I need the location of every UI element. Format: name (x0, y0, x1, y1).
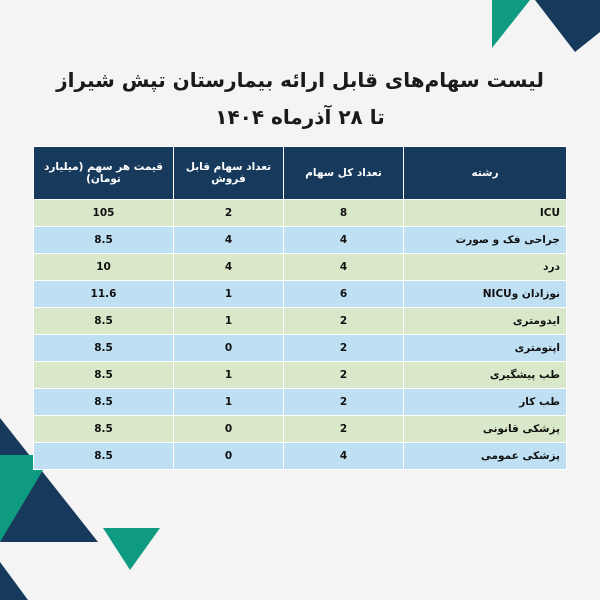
cell-price: 11.6 (34, 281, 174, 308)
header-total-shares: تعداد کل سهام (284, 147, 404, 200)
cell-total: 2 (284, 389, 404, 416)
cell-field: ایدومتری (404, 308, 567, 335)
cell-total: 8 (284, 200, 404, 227)
cell-sellable: 1 (174, 362, 284, 389)
table-row (34, 443, 567, 470)
table-row (34, 200, 567, 227)
cell-field: پزشکی قانونی (404, 416, 567, 443)
cell-sellable: 4 (174, 254, 284, 281)
table-row (34, 254, 567, 281)
cell-sellable: 4 (174, 227, 284, 254)
cell-price: 8.5 (34, 362, 174, 389)
page-title: لیست سهام‌های قابل ارائه بیمارستان تپش شیراز (56, 68, 544, 92)
cell-sellable: 2 (174, 200, 284, 227)
cell-field: طب کار (404, 389, 567, 416)
table-row (34, 335, 567, 362)
header-price-per-share: قیمت هر سهم (میلیارد تومان) (34, 147, 174, 200)
header-field: رشته (404, 147, 567, 200)
cell-field: ICU (404, 200, 567, 227)
cell-field: درد (404, 254, 567, 281)
bottom-teal-triangle (103, 528, 160, 570)
cell-total: 4 (284, 254, 404, 281)
cell-field: پزشکی عمومی (404, 443, 567, 470)
cell-price: 10 (34, 254, 174, 281)
cell-sellable: 0 (174, 443, 284, 470)
cell-total: 6 (284, 281, 404, 308)
cell-total: 2 (284, 362, 404, 389)
table-row (34, 362, 567, 389)
cell-field: اپتومتری (404, 335, 567, 362)
cell-price: 8.5 (34, 416, 174, 443)
cell-field: طب پیشگیری (404, 362, 567, 389)
cell-price: 105 (34, 200, 174, 227)
page-subtitle-date: تا ۲۸ آذرماه ۱۴۰۴ (215, 105, 385, 129)
cell-price: 8.5 (34, 227, 174, 254)
table-row (34, 227, 567, 254)
cell-price: 8.5 (34, 389, 174, 416)
cell-sellable: 0 (174, 335, 284, 362)
table-row (34, 308, 567, 335)
table-row (34, 416, 567, 443)
table-row (34, 389, 567, 416)
cell-sellable: 0 (174, 416, 284, 443)
top-teal-triangle (492, 0, 530, 48)
table-row (34, 281, 567, 308)
cell-total: 2 (284, 308, 404, 335)
bottom-navy-triangle (0, 562, 28, 600)
cell-price: 8.5 (34, 308, 174, 335)
cell-sellable: 1 (174, 389, 284, 416)
cell-field: جراحی فک و صورت (404, 227, 567, 254)
header-sellable-shares: تعداد سهام قابل فروش (174, 147, 284, 200)
cell-sellable: 1 (174, 281, 284, 308)
top-navy-triangle (535, 0, 600, 52)
cell-total: 4 (284, 443, 404, 470)
shares-table (33, 146, 567, 470)
cell-field: نوزادان وNICU (404, 281, 567, 308)
cell-total: 2 (284, 335, 404, 362)
cell-price: 8.5 (34, 443, 174, 470)
table-header-row (34, 147, 567, 200)
cell-price: 8.5 (34, 335, 174, 362)
cell-total: 4 (284, 227, 404, 254)
cell-total: 2 (284, 416, 404, 443)
cell-sellable: 1 (174, 308, 284, 335)
